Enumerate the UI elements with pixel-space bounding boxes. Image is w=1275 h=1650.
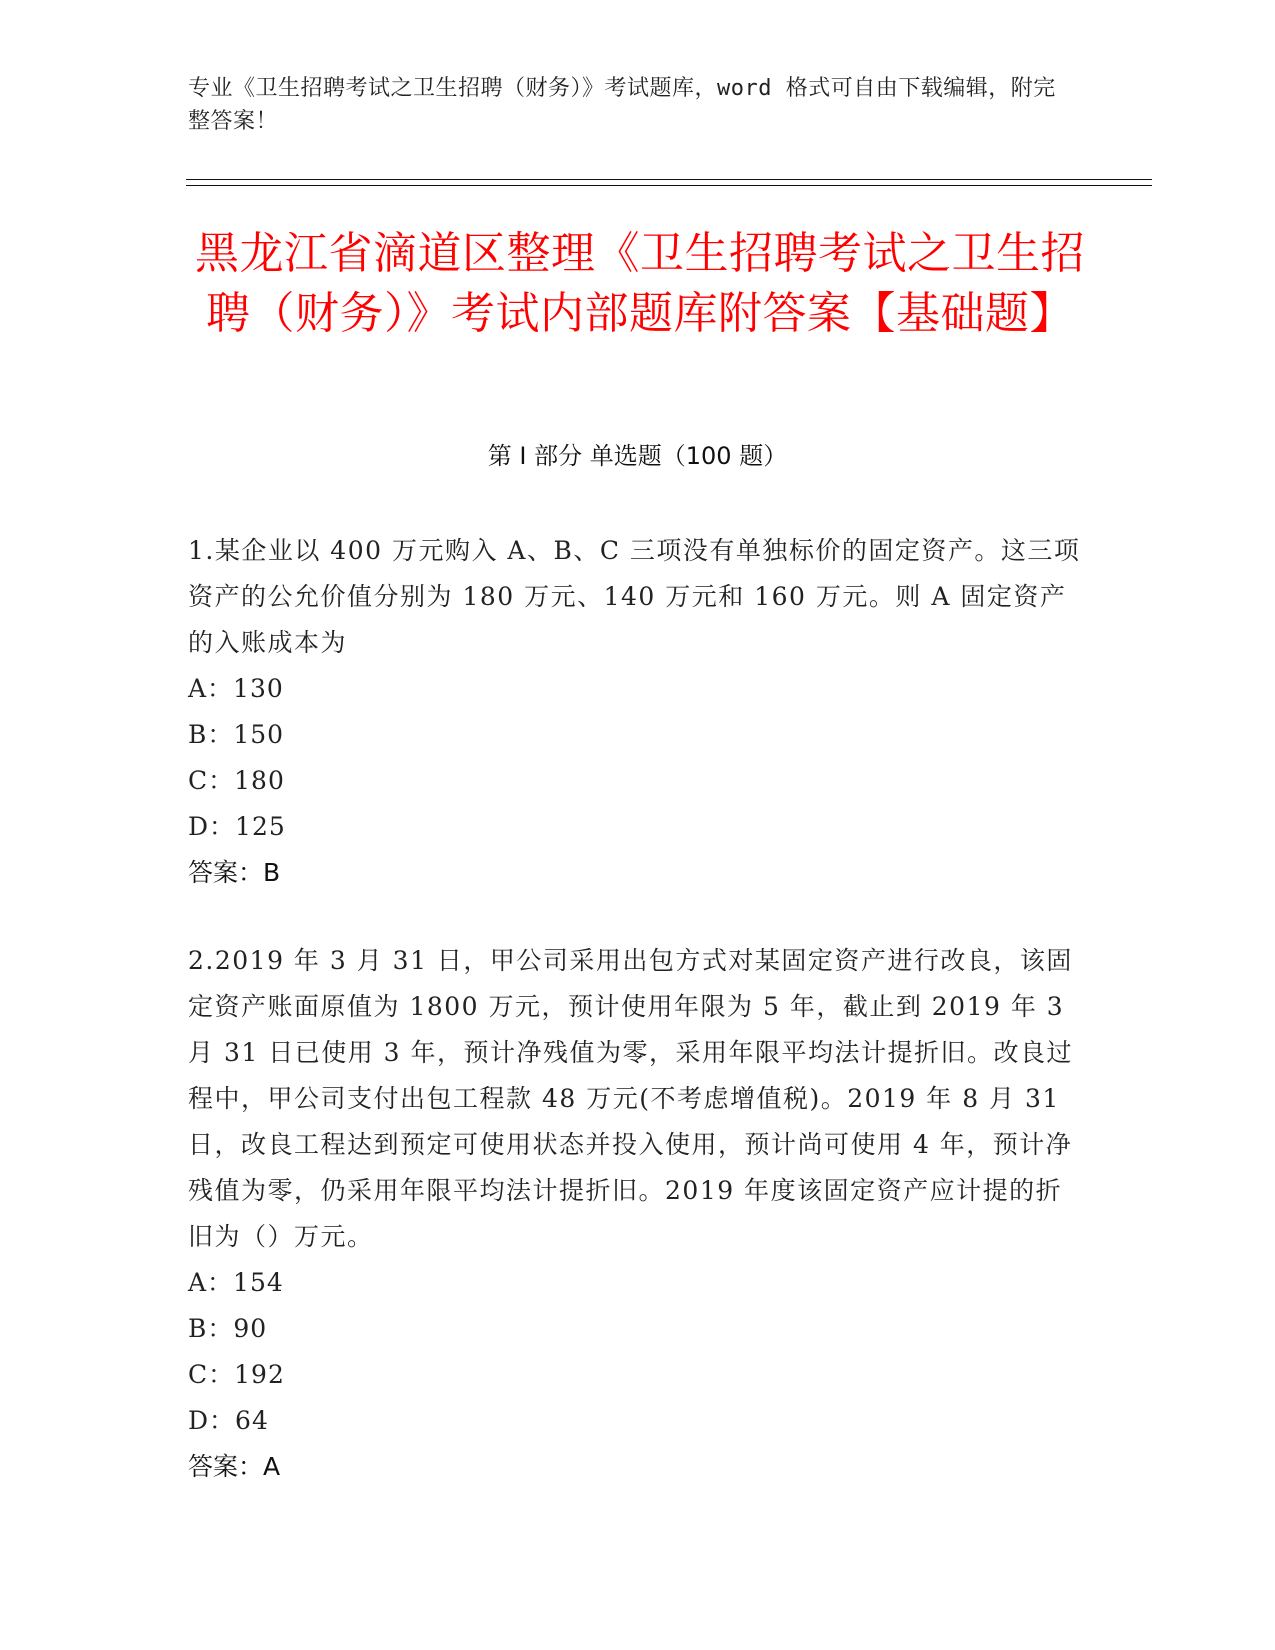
question-stem: 1.某企业以 400 万元购入 A、B、C 三项没有单独标价的固定资产。这三项资产的公允价值分别为 180 万元、140 万元和 160 万元。则 A 固定资产的入账成本为 — [188, 536, 1081, 657]
option-b: B：90 — [188, 1314, 268, 1343]
option-b: B：150 — [188, 720, 285, 749]
question-stem: 2.2019 年 3 月 31 日，甲公司采用出包方式对某固定资产进行改良，该固定资产账面原值为 1800 万元，预计使用年限为 5 年，截止到 2019 年 3 月 31 日已使用 3 年，预计净残值为零，采用年限平均法计提折旧。改良过程中，甲公司支付出包工程款 48 万元(不考虑增值税)。2019 年 8 月 31 日，改良工程达到预定可使用状态并投入使用，预计尚可使用 4 年，预计净残值为零，仍采用年限平均法计提折旧。2019 年度该固定资产应计提的折旧为（）万元。 — [188, 946, 1074, 1251]
header-rule-bottom — [186, 185, 1152, 186]
question-2 — [188, 938, 1083, 1490]
option-d: D：125 — [188, 812, 286, 841]
question-1 — [188, 528, 1083, 896]
header-note: 专业《卫生招聘考试之卫生招聘（财务）》考试题库，word 格式可自由下载编辑，附完整答案！ — [188, 76, 1056, 134]
answer: 答案：B — [188, 858, 281, 887]
option-d: D：64 — [188, 1406, 269, 1435]
section-heading: 第 I 部分 单选题（100 题） — [487, 442, 788, 470]
option-c: C：192 — [188, 1360, 285, 1389]
option-a: A：130 — [188, 674, 284, 703]
header-rule-top — [186, 179, 1152, 180]
option-c: C：180 — [188, 766, 285, 795]
option-a: A：154 — [188, 1268, 284, 1297]
answer: 答案：A — [188, 1452, 281, 1481]
document-title: 黑龙江省滴道区整理《卫生招聘考试之卫生招聘（财务）》考试内部题库附答案【基础题】 — [195, 228, 1085, 339]
